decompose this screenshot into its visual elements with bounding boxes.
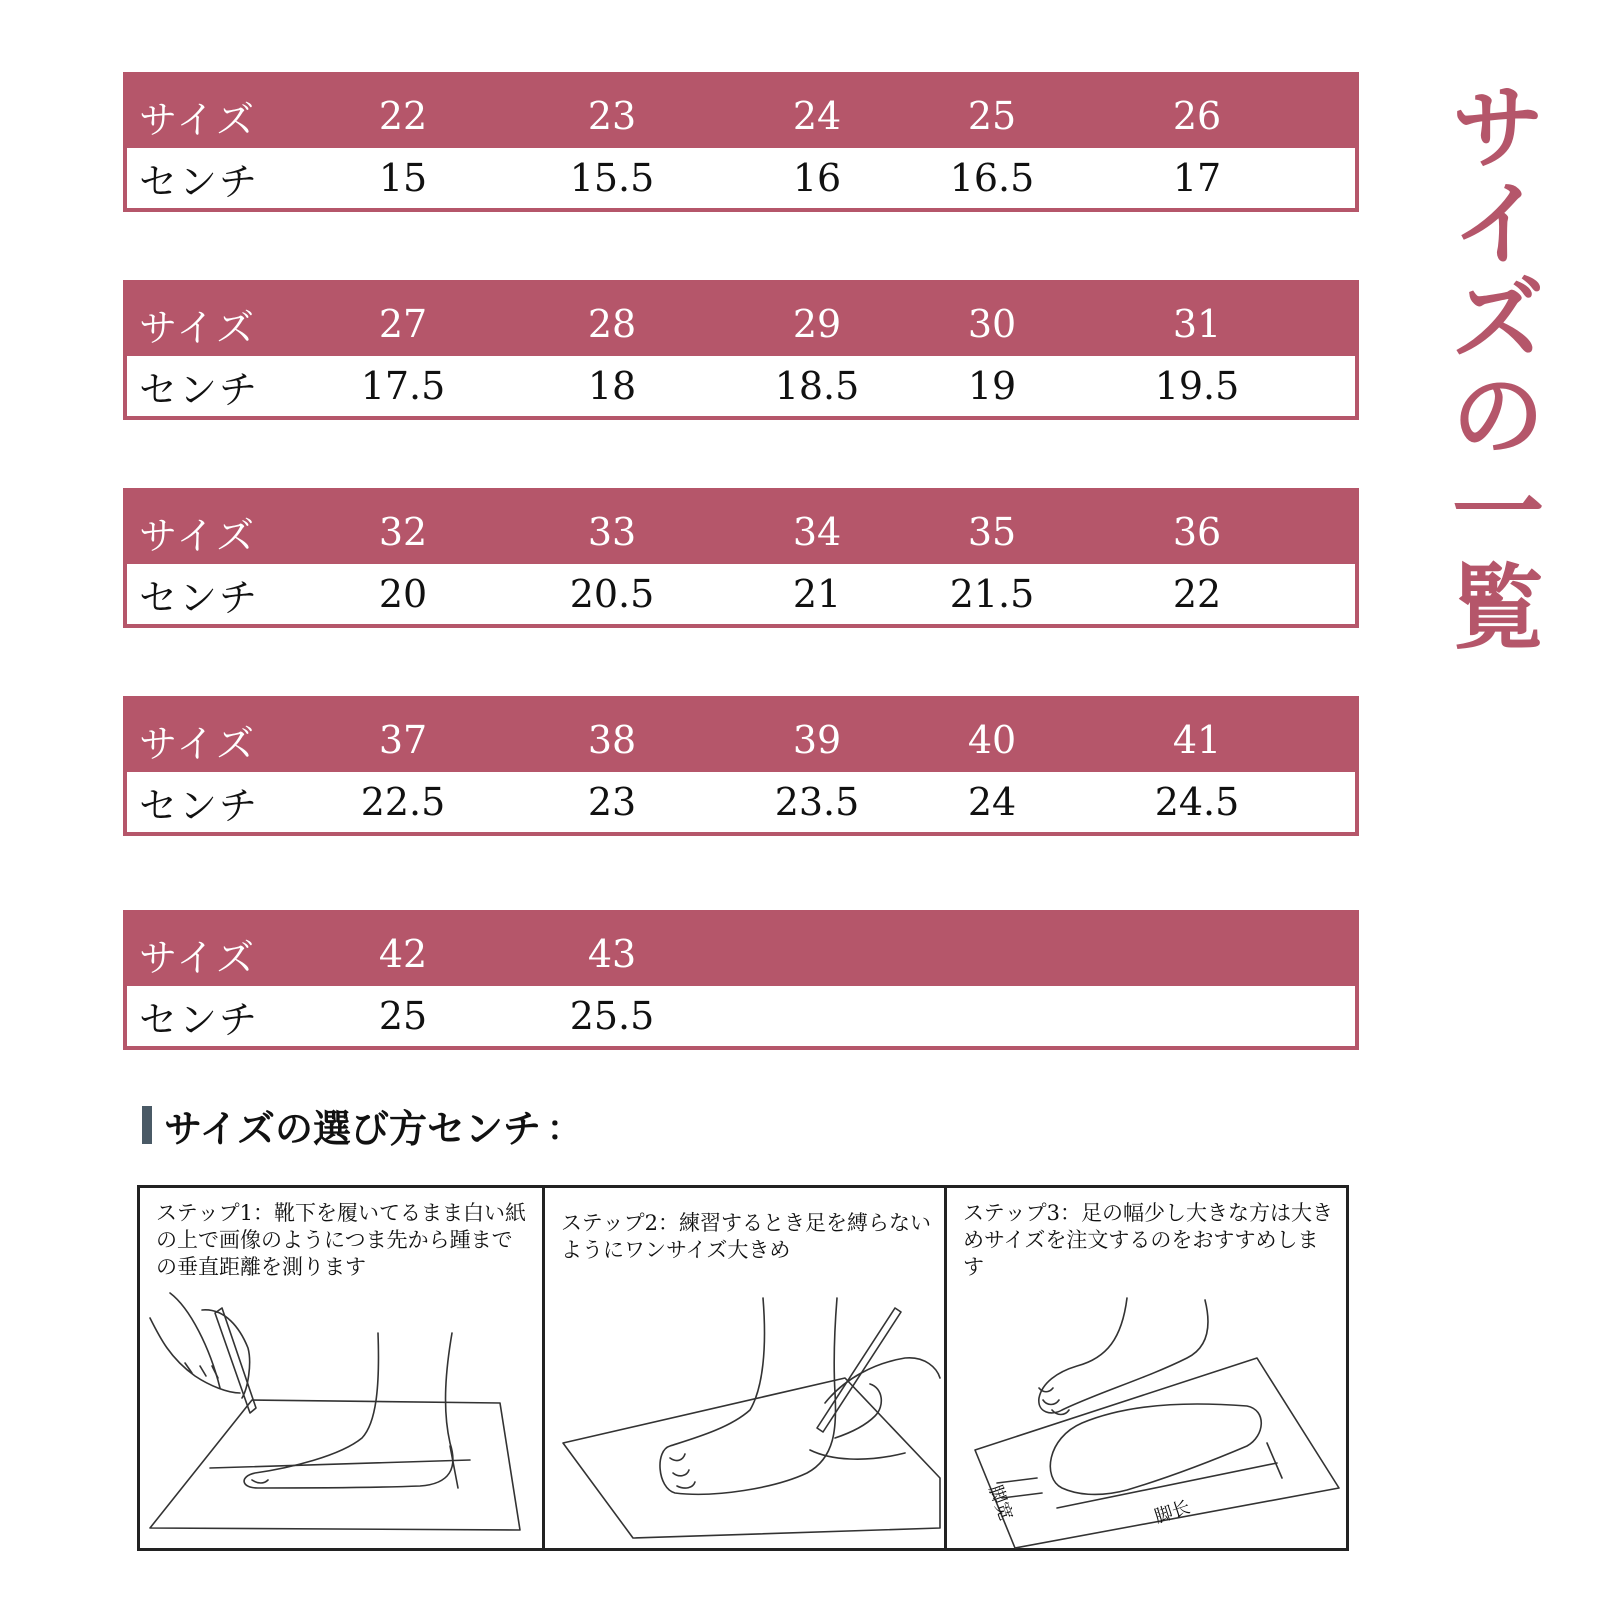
side-title-char: の [1451,362,1544,470]
cm-value: 20 [378,572,428,616]
cm-value: 24.5 [1154,780,1240,824]
cm-value: 16 [792,156,842,200]
cm-value: 15 [378,156,428,200]
size-value: 31 [1172,302,1222,346]
side-title-char: 一 [1451,458,1544,566]
step-2-text: ステップ2：練習するとき足を縛らないようにワンサイズ大きめ [561,1211,931,1262]
size-value: 29 [792,302,842,346]
cm-label: センチ [139,575,260,620]
cm-value: 23.5 [774,780,860,824]
cm-value: 19.5 [1154,364,1240,408]
size-label: サイズ [139,97,256,142]
cm-row [127,772,1355,836]
cm-label: センチ [139,783,260,828]
cm-label: センチ [139,997,260,1042]
size-value: 23 [587,94,637,138]
howto-colon: ： [546,1108,581,1149]
size-value: 27 [378,302,428,346]
cm-value: 20.5 [569,572,655,616]
size-row [127,700,1355,772]
size-value: 35 [967,510,1017,554]
howto-heading [142,1100,581,1150]
size-row [127,284,1355,356]
side-title-char: ズ [1451,266,1544,374]
size-value: 42 [378,932,428,976]
size-value: 43 [587,932,637,976]
size-label: サイズ [139,305,256,350]
cm-value: 22.5 [360,780,446,824]
cm-value: 21 [792,572,842,616]
cm-value: 25.5 [569,994,655,1038]
cm-label: センチ [139,159,260,204]
cm-value: 17.5 [360,364,446,408]
cm-value: 24 [967,780,1017,824]
size-label: サイズ [139,721,256,766]
step-2 [542,1188,944,1548]
size-value: 40 [967,718,1017,762]
heading-bar [142,1106,152,1144]
width-label: 脚宽 [984,1482,1017,1524]
cm-value: 18.5 [774,364,860,408]
cm-value: 19 [967,364,1017,408]
size-table-5 [123,910,1359,1050]
step-3-illustration [947,1188,1349,1550]
size-row [127,914,1355,986]
side-title-char: サ [1451,74,1544,182]
cm-value: 15.5 [569,156,655,200]
cm-value: 25 [378,994,428,1038]
side-title [1448,74,1548,662]
cm-value: 18 [587,364,637,408]
size-value: 41 [1172,718,1222,762]
cm-row [127,986,1355,1050]
cm-row [127,564,1355,628]
size-value: 32 [378,510,428,554]
size-value: 30 [967,302,1017,346]
size-value: 36 [1172,510,1222,554]
size-value: 22 [378,94,428,138]
size-value: 33 [587,510,637,554]
size-row [127,76,1355,148]
size-value: 38 [587,718,637,762]
steps-panel [137,1185,1349,1551]
step-2-illustration [545,1188,945,1550]
size-value: 34 [792,510,842,554]
step-3 [944,1188,1346,1548]
size-value: 24 [792,94,842,138]
cm-value: 22 [1172,572,1222,616]
size-label: サイズ [139,935,256,980]
cm-row [127,148,1355,212]
cm-row [127,356,1355,420]
step-1 [140,1188,542,1548]
side-title-char: イ [1451,170,1544,278]
cm-value: 16.5 [949,156,1035,200]
size-value: 26 [1172,94,1222,138]
size-label: サイズ [139,513,256,558]
size-row [127,492,1355,564]
cm-label: センチ [139,367,260,412]
length-label: 脚长 [1152,1496,1193,1528]
howto-title: サイズの選び方センチ [164,1105,541,1151]
step-3-text: ステップ3：足の幅少し大きな方は大きめサイズを注文するのをおすすめします [963,1201,1333,1279]
size-value: 25 [967,94,1017,138]
side-title-char: 覧 [1451,554,1544,662]
size-table-3 [123,488,1359,628]
cm-value: 23 [587,780,637,824]
cm-value: 17 [1172,156,1222,200]
size-table-2 [123,280,1359,420]
step-1-text: ステップ1：靴下を履いてるまま白い紙の上で画像のようにつま先から踵までの垂直距離を測ります [156,1201,526,1279]
size-table-4 [123,696,1359,836]
size-table-1 [123,72,1359,212]
cm-value: 21.5 [949,572,1035,616]
size-value: 37 [378,718,428,762]
size-value: 28 [587,302,637,346]
step-1-illustration [140,1188,540,1550]
size-value: 39 [792,718,842,762]
